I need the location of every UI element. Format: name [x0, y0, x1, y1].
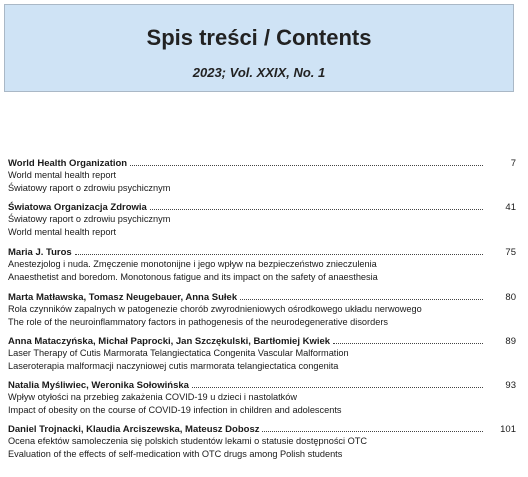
entry-authors: Anna Mataczyńska, Michał Paprocki, Jan Szczękulski, Bartłomiej Kwiek: [8, 336, 331, 347]
page-title: Spis treści / Contents: [146, 25, 372, 50]
entry-title-primary: Światowy raport o zdrowiu psychicznym: [8, 214, 171, 224]
table-of-contents: [8, 156, 516, 466]
entry-title-secondary: Światowy raport o zdrowiu psychicznym: [8, 183, 171, 193]
entry-title-secondary: Evaluation of the effects of self-medication with OTC drugs among Polish students: [8, 449, 343, 459]
entry-page-number: 101: [500, 424, 516, 435]
entry-page-number: 93: [505, 380, 516, 391]
entry-title-primary: World mental health report: [8, 170, 117, 180]
toc-entry[interactable]: [8, 156, 516, 200]
entry-title-primary: Ocena efektów samoleczenia się polskich studentów lekami o statusie dostępności OTC: [8, 436, 367, 446]
entry-authors: Światowa Organizacja Zdrowia: [8, 202, 147, 213]
entry-authors: Marta Matławska, Tomasz Neugebauer, Anna Sułek: [8, 292, 238, 303]
toc-entry[interactable]: [8, 422, 516, 466]
entry-page-number: 80: [505, 292, 516, 303]
entry-page-number: 7: [510, 158, 516, 169]
dot-leader: [130, 156, 483, 166]
dot-leader: [240, 290, 483, 300]
entry-title-secondary: Laseroterapia malformacji naczyniowej cutis marmorata telangiectatica congenita: [8, 361, 339, 371]
journal-header: [4, 4, 514, 92]
toc-entry[interactable]: [8, 245, 516, 290]
entry-page-number: 75: [505, 247, 516, 258]
entry-authors: Maria J. Turos: [8, 247, 72, 258]
dot-leader: [75, 245, 483, 255]
dot-leader: [192, 378, 483, 388]
entry-title-primary: Anestezjolog i nuda. Zmęczenie monotonijne i jego wpływ na bezpieczeństwo znieczulenia: [8, 259, 377, 269]
toc-entry[interactable]: [8, 290, 516, 334]
dot-leader: [150, 200, 483, 210]
issue-subtitle: 2023; Vol. XXIX, No. 1: [192, 65, 326, 80]
entry-title-secondary: Impact of obesity on the course of COVID-19 infection in children and adolescents: [8, 405, 342, 415]
entry-title-secondary: Anaesthetist and boredom. Monotonous fatigue and its impact on the safety of anaesthesia: [8, 272, 378, 282]
entry-title-secondary: World mental health report: [8, 227, 117, 237]
entry-authors: Natalia Myśliwiec, Weronika Sołowińska: [8, 380, 189, 391]
toc-entry[interactable]: [8, 378, 516, 422]
entry-title-primary: Wpływ otyłości na przebieg zakażenia COVID-19 u dzieci i nastolatków: [8, 392, 298, 402]
entry-title-secondary: The role of the neuroinflammatory factors in pathogenesis of the neurodegenerative disorders: [8, 317, 388, 327]
entry-authors: Daniel Trojnacki, Klaudia Arciszewska, Mateusz Dobosz: [8, 424, 260, 435]
toc-entry[interactable]: [8, 334, 516, 378]
entry-page-number: 41: [505, 202, 516, 213]
entry-page-number: 89: [505, 336, 516, 347]
dot-leader: [262, 422, 483, 432]
dot-leader: [333, 334, 483, 344]
entry-title-primary: Laser Therapy of Cutis Marmorata Telangiectatica Congenita Vascular Malformation: [8, 348, 349, 358]
entry-authors: World Health Organization: [8, 158, 128, 169]
toc-entry[interactable]: [8, 200, 516, 245]
entry-title-primary: Rola czynników zapalnych w patogenezie chorób zwyrodnieniowych ośrodkowego układu nerwowego: [8, 304, 422, 314]
